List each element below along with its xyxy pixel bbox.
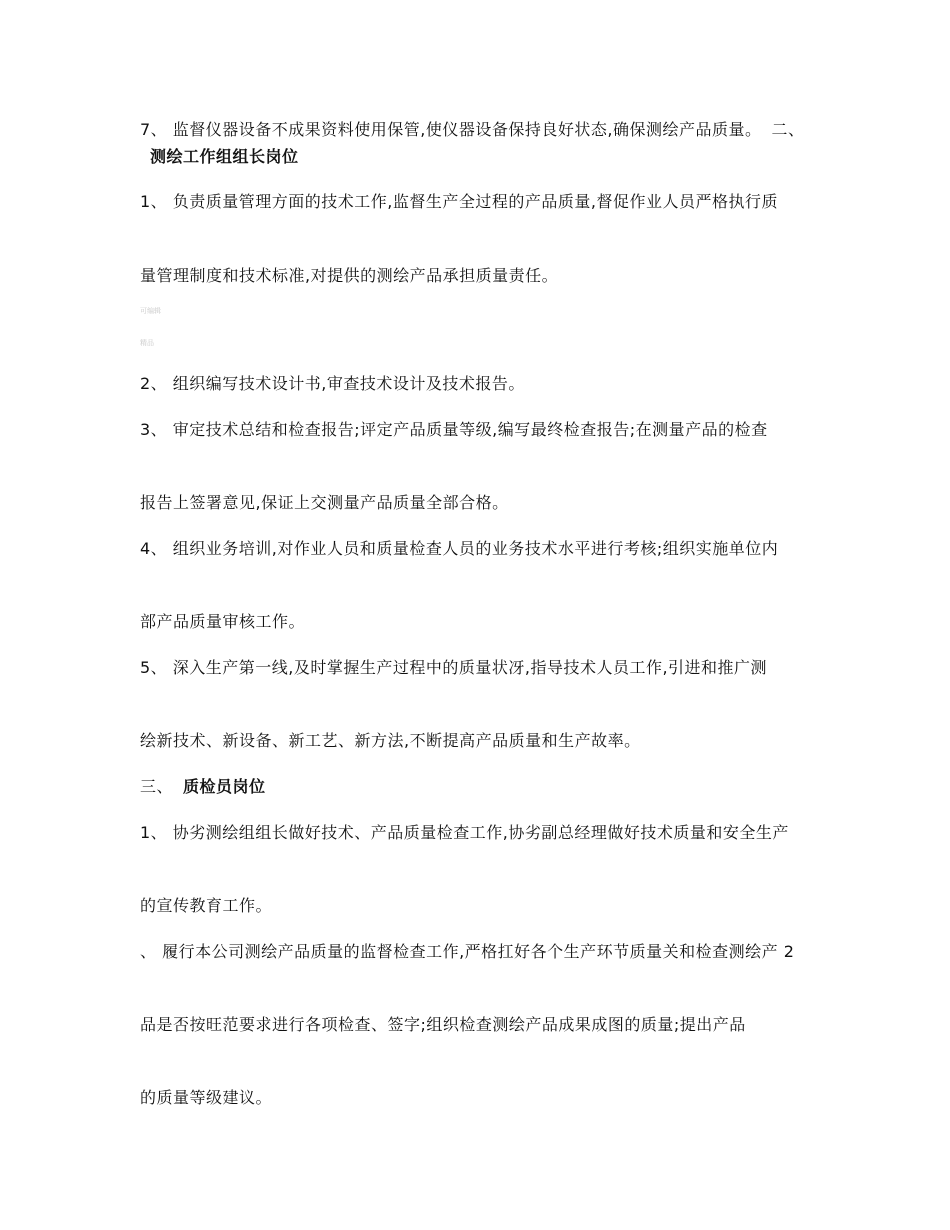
section-heading: 质检员岗位: [183, 777, 266, 796]
paragraph-continuation: 报告上签署意见,保证上交测量产品质量全部合格。: [140, 493, 509, 512]
watermark-text: 精品: [140, 339, 154, 347]
paragraph-item-3: 3、 审定技术总结和检查报告;评定产品质量等级,编写最终检查报告;在测量产品的检查: [140, 420, 768, 439]
paragraph-continuation: 的质量等级建议。: [140, 1088, 273, 1107]
paragraph-continuation: 部产品质量审核工作。: [140, 612, 306, 631]
paragraph-item-7: [140, 116, 810, 170]
section-header-3: [140, 773, 810, 800]
section-number: 三、: [140, 777, 174, 796]
paragraph-item-4: 4、 组织业务培训,对作业人员和质量检查人员的业务技术水平进行考核;组织实施单位内: [140, 539, 779, 558]
paragraph-item-5: 5、 深入生产第一线,及时掌握生产过程中的质量状冴,指导技术人员工作,引进和推广测: [140, 658, 768, 677]
paragraph-continuation: 量管理制度和技术标准,对提供的测绘产品承担质量责任。: [140, 266, 559, 285]
paragraph-item-2: 2、 组织编写技术设计书,审查技术设计及技术报告。: [140, 374, 525, 393]
paragraph-item-1: 1、 负责质量管理方面的技术工作,监督生产全过程的产品质量,督促作业人员严格执行质: [140, 192, 778, 211]
paragraph-item-2: 、 履行本公司测绘产品质量的监督检查工作,严格扛好各个生产环节质量关和检查测绘产 2: [140, 942, 795, 961]
paragraph-continuation: 品是否按旺范要求进行各项检查、签字;组织检查测绘产品成果成图的质量;提出产品: [140, 1015, 746, 1034]
section-heading: 测绘工作组组长岗位: [150, 147, 299, 166]
paragraph-item-1: 1、 协劣测绘组组长做好技术、产品质量检查工作,协劣副总经理做好技术质量和安全生产: [140, 823, 789, 842]
paragraph-continuation: 的宣传教育工作。: [140, 896, 273, 915]
paragraph-text: 7、 监督仪器设备不成果资料使用保管,使仪器设备保持良好状态,确保测绘产品质量。: [140, 120, 762, 139]
watermark-text: 可编辑: [140, 307, 161, 315]
section-number: 二、: [771, 120, 805, 139]
paragraph-continuation: 绘新技术、新设备、新工艺、新方法,不断提高产品质量和生产故率。: [140, 731, 641, 750]
